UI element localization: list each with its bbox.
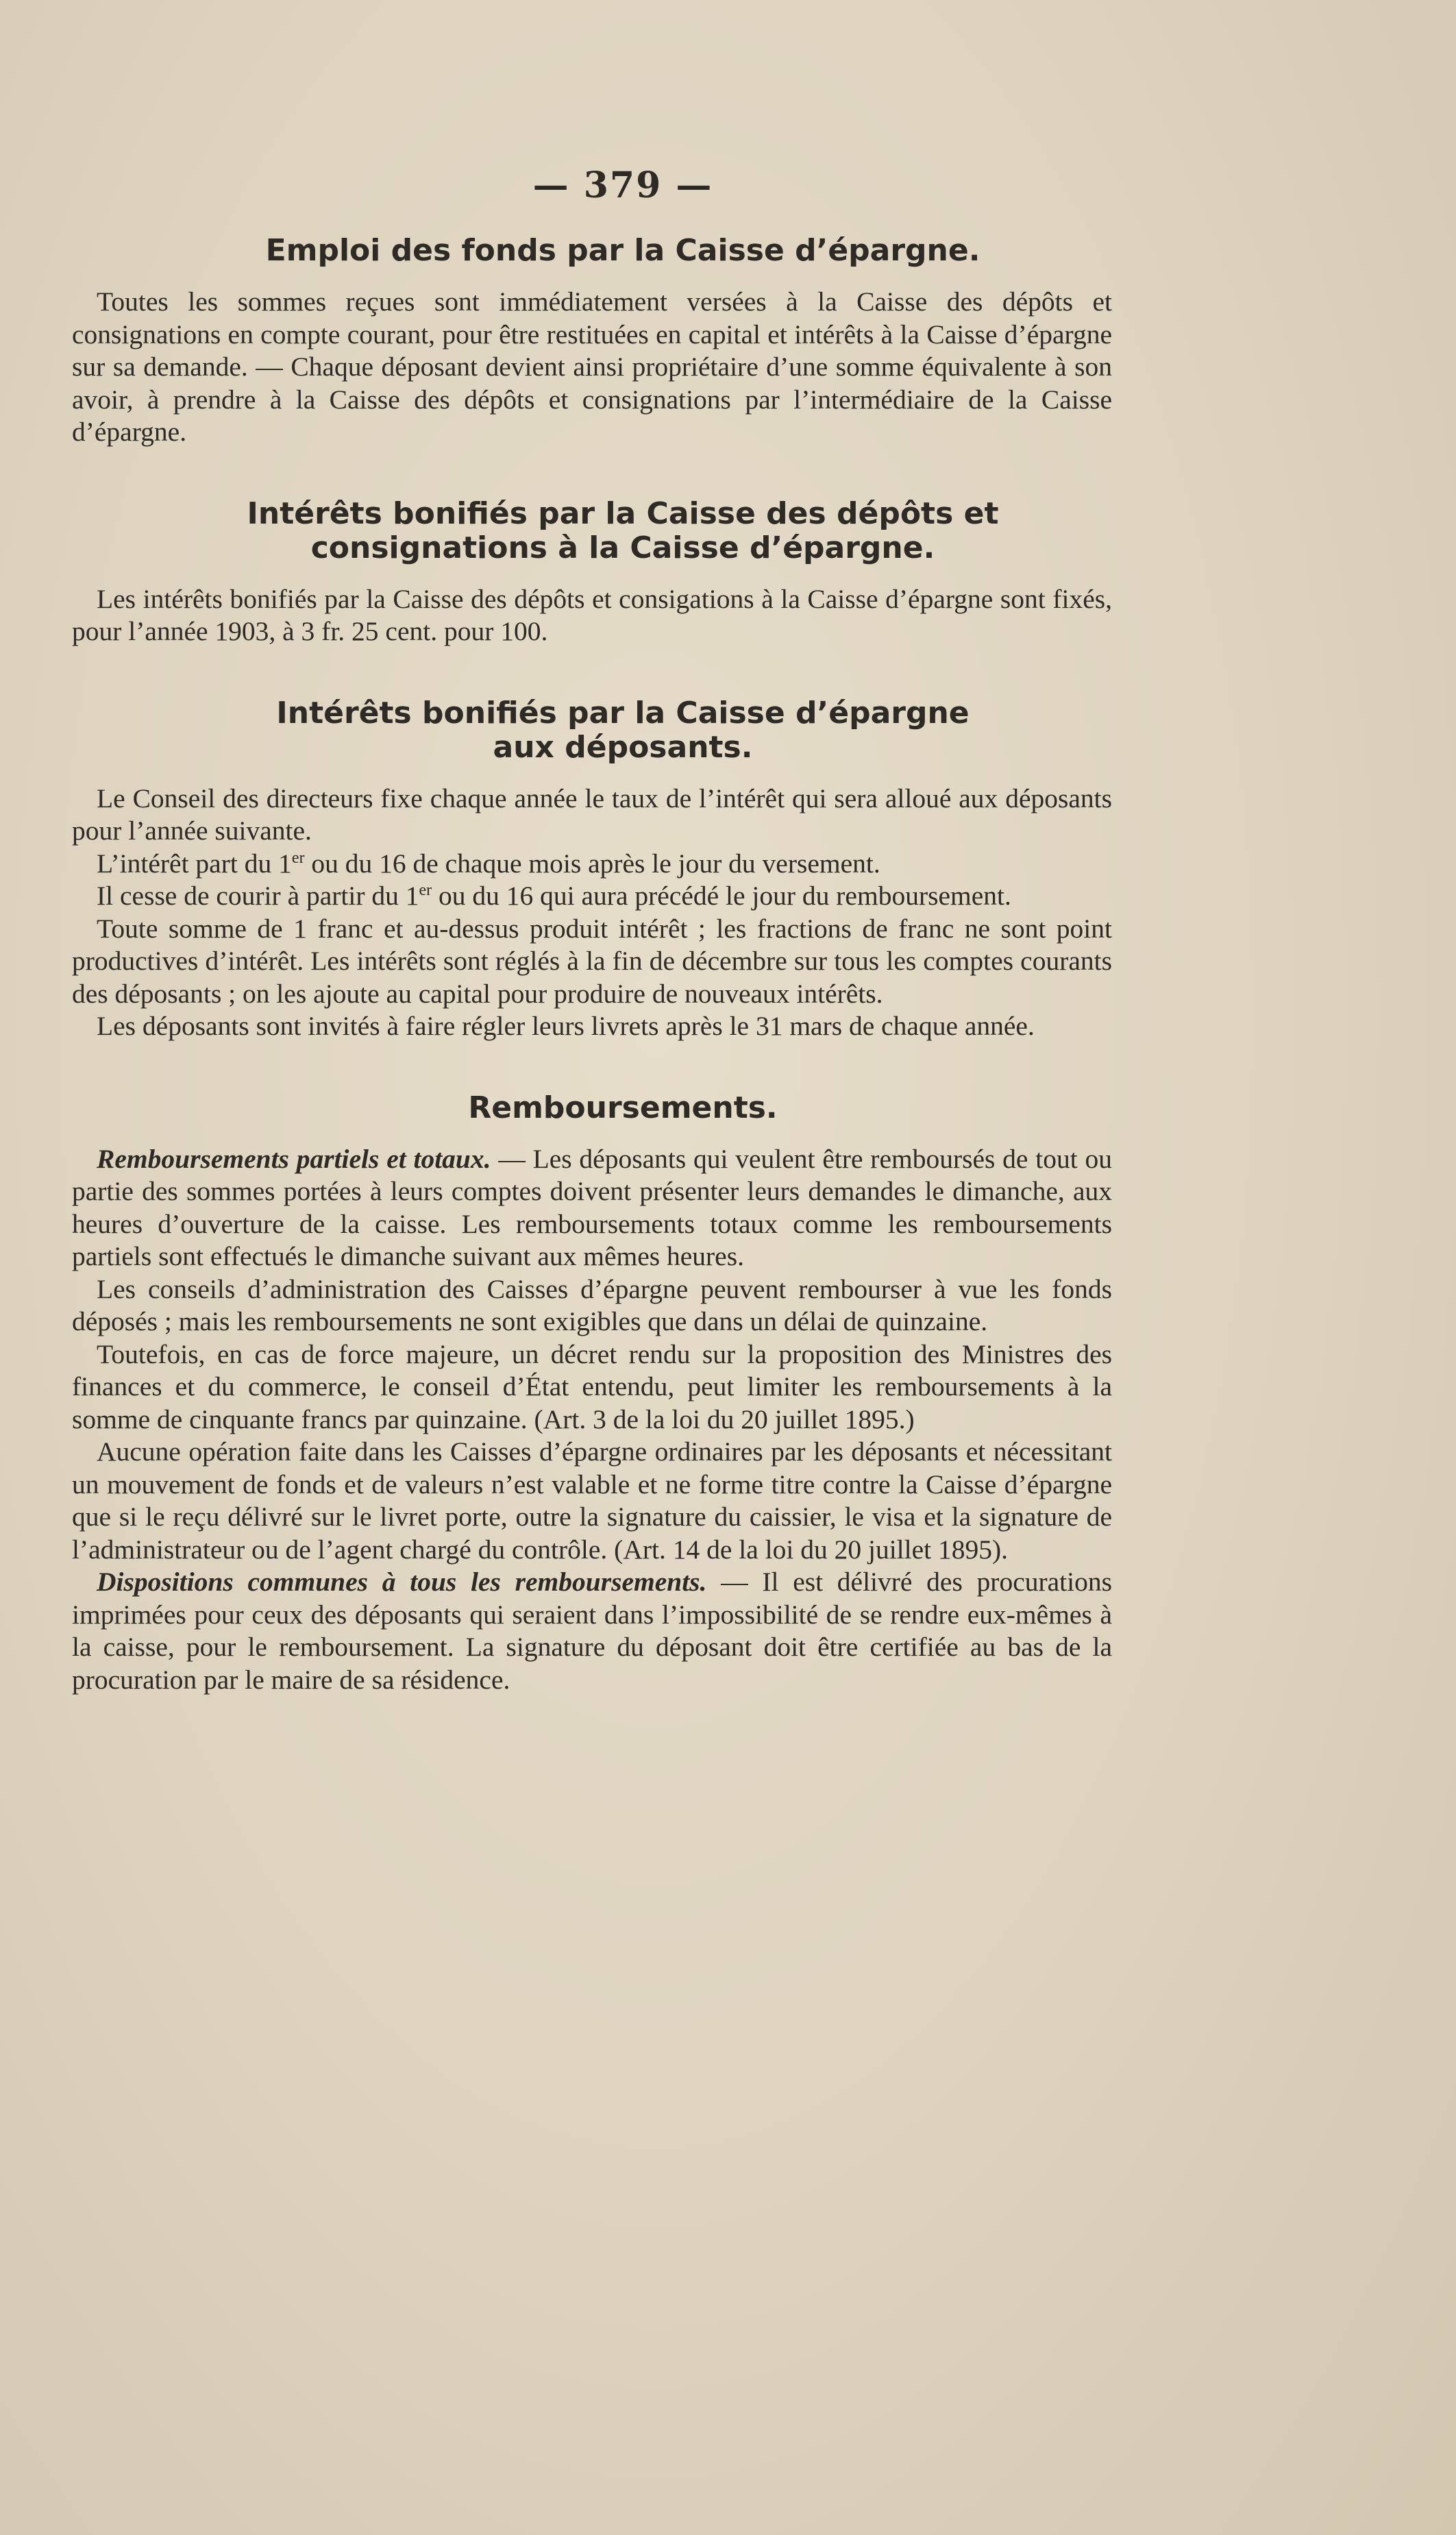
paragraph-regler-livrets: Les déposants sont invités à faire régler leurs livrets après le 31 mars de chaque année. bbox=[97, 1011, 1035, 1041]
paragraph-label: Dispositions communes à tous les remboursements. bbox=[97, 1567, 707, 1597]
heading-line: aux déposants. bbox=[493, 729, 753, 765]
text-run: — Les déposants qui veulent être remboursés de tout ou partie des sommes portées à leurs comptes doivent présenter leurs demandes le dimanche, aux heures d’ouverture de la caisse. Les remboursements totaux comme les remboursements partiels sont effectués le dimanche suivant aux mêmes heures. bbox=[72, 1143, 1112, 1271]
text-run: Il cesse de courir à partir du 1 bbox=[97, 881, 419, 911]
text-run: ou du 16 qui aura précédé le jour du remboursement. bbox=[432, 881, 1011, 911]
superscript: er bbox=[419, 881, 432, 899]
section-heading-remboursements: Remboursements. bbox=[468, 1090, 778, 1125]
paragraph-dispositions-communes bbox=[72, 1566, 1112, 1696]
paragraph-conseil-directeurs: Le Conseil des directeurs fixe chaque année le taux de l’intérêt qui sera alloué aux déposants pour l’année suivante. bbox=[72, 783, 1112, 846]
page-number: — 379 — bbox=[532, 164, 713, 206]
paragraph-emploi-des-fonds: Toutes les sommes reçues sont immédiatement versées à la Caisse des dépôts et consignations en compte courant, pour être restituées en capital et intérêts à la Caisse d’épargne sur sa demande. — Chaque déposant devient ainsi propriétaire d’une somme équivalente à son avoir, à prendre à la Caisse des dépôts et consignations par l’intermédiaire de la Caisse d’épargne. bbox=[72, 286, 1112, 447]
heading-line: Intérêts bonifiés par la Caisse des dépôts et bbox=[247, 495, 999, 531]
paragraph-force-majeure: Toutefois, en cas de force majeure, un décret rendu sur la proposition des Ministres des finances et du commerce, le conseil d’État entendu, peut limiter les remboursements à la somme de cinquante francs par quinzaine. (Art. 3 de la loi du 20 juillet 1895.) bbox=[72, 1338, 1112, 1434]
superscript: er bbox=[291, 848, 305, 867]
paragraph-aucune-operation: Aucune opération faite dans les Caisses d’épargne ordinaires par les déposants et nécessitant un mouvement de fonds et de valeurs n’est valable et ne forme titre contre la Caisse d’épargne que si le reçu délivré sur le livret porte, outre la signature du caissier, le visa et la signature de l’administrateur ou de l’agent chargé du contrôle. (Art. 14 de la loi du 20 juillet 1895). bbox=[72, 1436, 1112, 1565]
paragraph-label: Remboursements partiels et totaux. bbox=[97, 1143, 491, 1174]
section-heading-interets-deposants bbox=[72, 696, 1112, 765]
text-run: L’intérêt part du 1 bbox=[97, 848, 292, 879]
paragraph-interet-part bbox=[72, 848, 1112, 881]
section-heading-emploi-des-fonds: Emploi des fonds par la Caisse d’épargne. bbox=[265, 233, 980, 268]
paragraph-toute-somme: Toute somme de 1 franc et au-dessus produit intérêt ; les fractions de franc ne sont point productives d’intérêt. Les intérêts sont réglés à la fin de décembre sur tous les comptes courants des déposants ; on les ajoute au capital pour produire de nouveaux intérêts. bbox=[72, 913, 1112, 1009]
paragraph-interets-1903: Les intérêts bonifiés par la Caisse des dépôts et consigations à la Caisse d’épargne sont fixés, pour l’année 1903, à 3 fr. 25 cent. pour 100. bbox=[72, 583, 1112, 646]
heading-line: Intérêts bonifiés par la Caisse d’épargne bbox=[276, 695, 970, 731]
text-column bbox=[72, 164, 1112, 1696]
paragraph-remboursements-partiels bbox=[72, 1143, 1112, 1273]
text-run: ou du 16 de chaque mois après le jour du versement. bbox=[304, 848, 880, 879]
paragraph-conseils-administration: Les conseils d’administration des Caisses d’épargne peuvent rembourser à vue les fonds déposés ; mais les remboursements ne sont exigibles que dans un délai de quinzaine. bbox=[72, 1273, 1112, 1336]
paragraph-cesse-de-courir bbox=[72, 880, 1112, 913]
section-heading-interets-caisse-depots bbox=[72, 497, 1112, 565]
text-run: — Il est délivré des procurations imprimées pour ceux des déposants qui seraient dans l’impossibilité de se rendre eux-mêmes à la caisse, pour le remboursement. La signature du déposant doit être certifiée au bas de la procuration par le maire de sa résidence. bbox=[72, 1567, 1112, 1695]
heading-line: consignations à la Caisse d’épargne. bbox=[310, 530, 935, 565]
